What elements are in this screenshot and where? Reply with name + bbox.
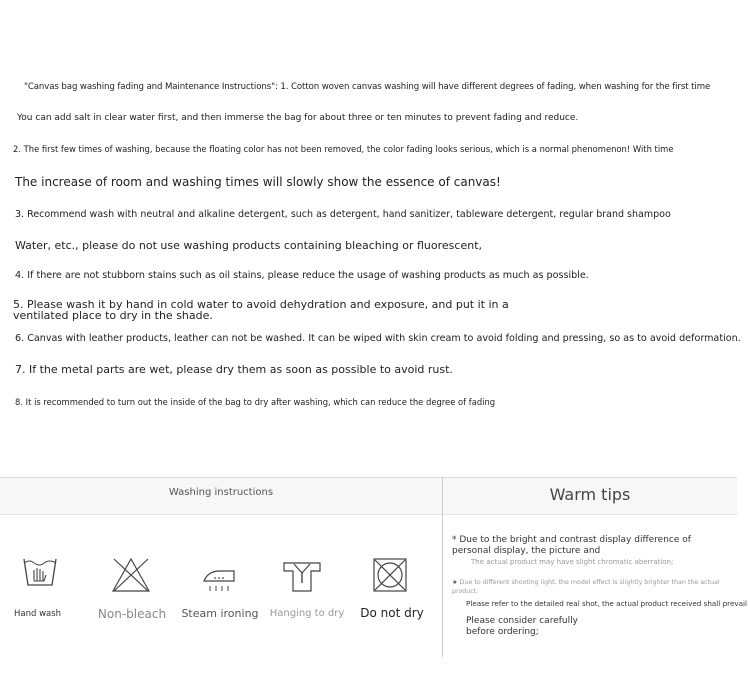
instruction-line-10: 7. If the metal parts are wet, please dry them as soon as possible to avoid rust. [15,363,453,376]
hand-wash-icon [22,557,62,589]
hanging-to-dry-label: Hanging to dry [269,608,345,619]
star-icon: ★ [452,579,460,586]
instruction-line-11: 8. It is recommended to turn out the inside of the bag to dry after washing, which can reduce the degree of fading [15,397,496,407]
hand-wash-label: Hand wash [14,609,62,619]
do-not-tumble-dry-icon [372,557,408,593]
tip-1-sub: The actual product may have slight chromatic aberration; [471,558,674,566]
no-bleach-icon [110,557,152,593]
tip-2-main [452,578,722,596]
tip-2-sub: Please refer to the detailed real shot, the actual product received shall prevail [466,599,748,608]
do-not-dry-label: Do not dry [360,606,424,620]
washing-panel-header [0,477,442,515]
instruction-line-6: Water, etc., please do not use washing products containing bleaching or fluorescent, [15,239,483,252]
steam-ironing-label: Steam ironing [181,607,259,620]
instruction-line-8a: 5. Please wash it by hand in cold water to avoid dehydration and exposure, and put it in a [13,298,509,311]
washing-instructions-panel [0,477,442,657]
instruction-line-2: You can add salt in clear water first, and then immerse the bag for about three or ten minutes to prevent fading and reduce. [17,113,579,123]
tip-3: Please consider carefully before ordering; [466,616,578,637]
instruction-line-1: "Canvas bag washing fading and Maintenance Instructions": 1. Cotton woven canvas washing will have different degrees of fading, when washing for the first time [24,82,711,92]
instruction-line-9: 6. Canvas with leather products, leather can not be washed. It can be wiped with skin cream to avoid folding and pressing, so as to avoid deformation. [15,333,741,344]
warm-tips-title: Warm tips [549,485,631,504]
warm-tips-panel [442,477,748,657]
instruction-line-3: 2. The first few times of washing, because the floating color has not been removed, the color fading looks serious, which is a normal phenomenon! With time [13,144,674,154]
instruction-line-4: The increase of room and washing times will slowly show the essence of canvas! [15,175,501,189]
steam-iron-icon [200,563,238,593]
instruction-line-7: 4. If there are not stubborn stains such as oil stains, please reduce the usage of washing products as much as possible. [15,270,589,281]
tip-2-text: Due to different shooting light, the model effect is slightly brighter than the actual product. [452,579,720,595]
hang-dry-icon [282,561,322,593]
tip-1-main: * Due to the bright and contrast display difference of personal display, the picture and [452,535,691,556]
warm-tips-header [443,477,737,515]
instruction-line-8b: ventilated place to dry in the shade. [13,309,213,322]
washing-panel-title: Washing instructions [168,487,274,498]
non-bleach-label: Non-bleach [97,607,167,621]
instruction-line-5: 3. Recommend wash with neutral and alkaline detergent, such as detergent, hand sanitizer, tableware detergent, regular brand shampoo [15,209,671,220]
